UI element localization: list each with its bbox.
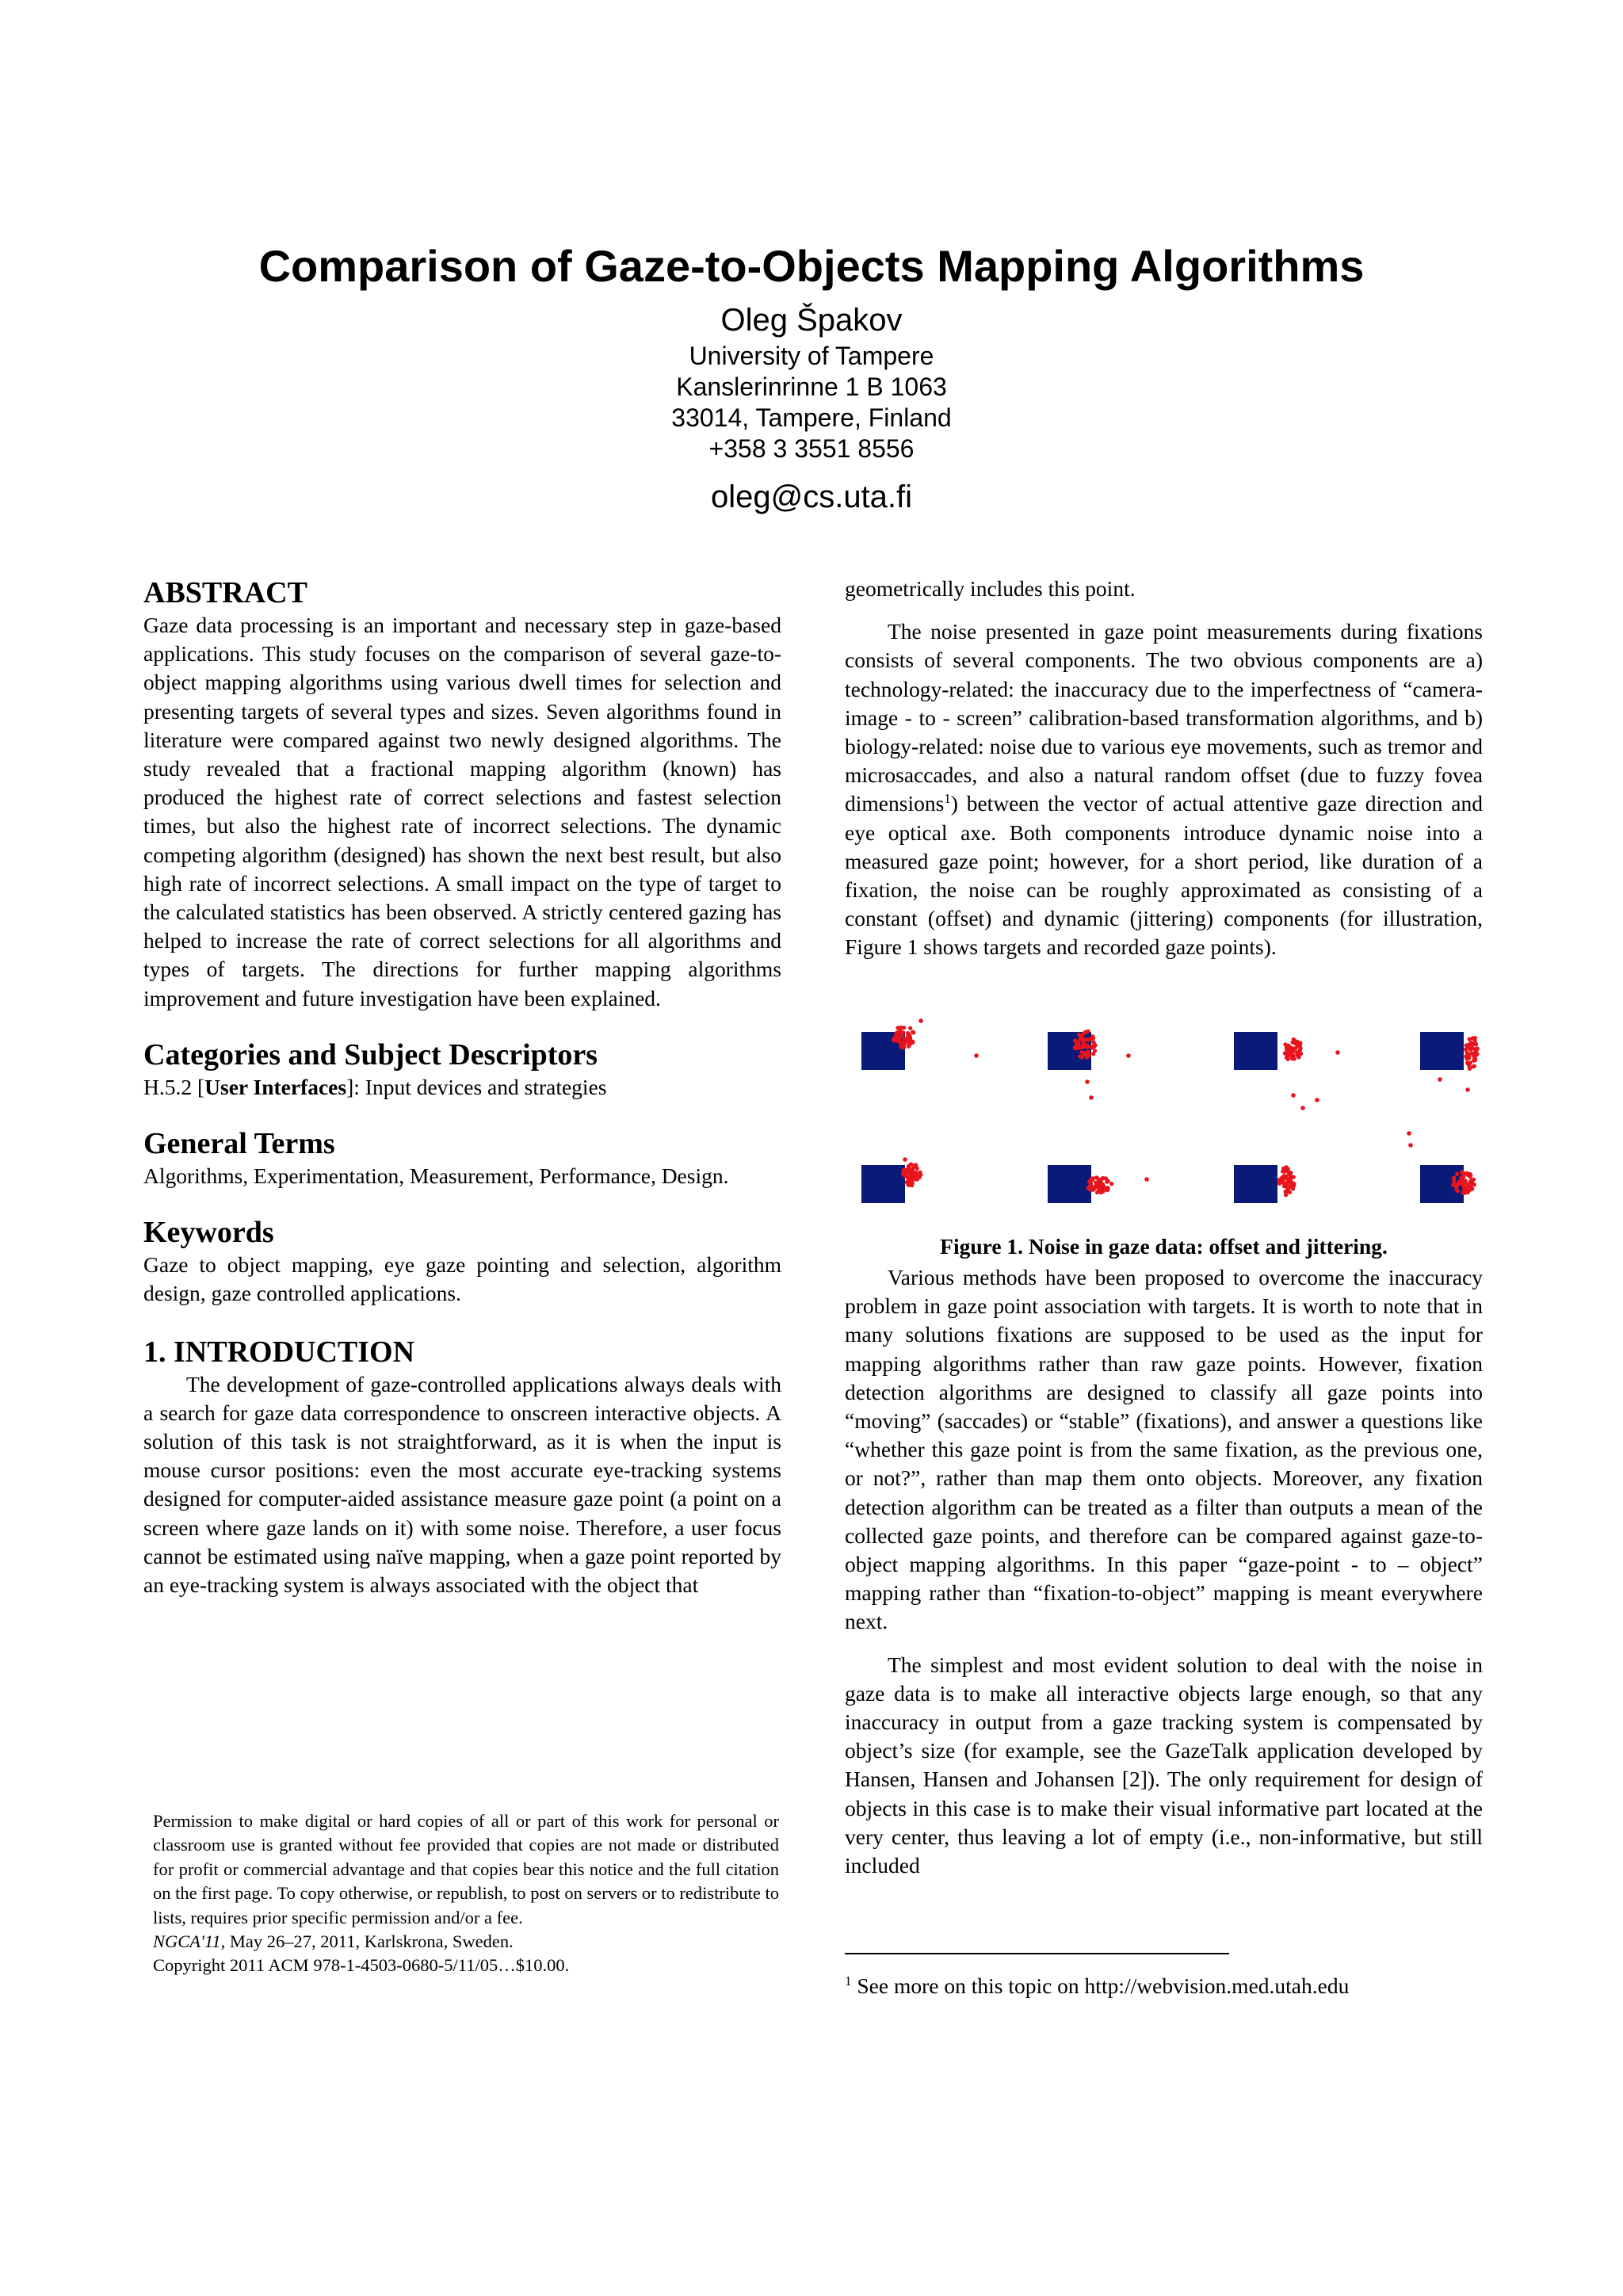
gaze-point xyxy=(1471,1036,1475,1040)
gaze-point xyxy=(1109,1182,1113,1186)
gaze-point xyxy=(1079,1050,1083,1054)
gaze-point xyxy=(1100,1176,1104,1180)
gaze-point xyxy=(1078,1037,1082,1041)
gaze-point xyxy=(1082,1037,1086,1041)
paper-header xyxy=(0,238,1623,518)
gaze-point xyxy=(1073,1038,1077,1042)
gaze-point xyxy=(906,1031,910,1035)
gaze-point xyxy=(1462,1171,1466,1175)
gaze-point xyxy=(1073,1045,1077,1049)
gaze-point xyxy=(1294,1040,1298,1044)
author-email: oleg@cs.uta.fi xyxy=(710,479,913,514)
gaze-point-outlier xyxy=(1407,1131,1411,1136)
permission-text: Permission to make digital or hard copies of all or part of this work for personal or classroom use is granted without fee provided that copies are not made or distributed for profit or commercial advantage and that copies bear this notice and the full citation on the first page. To copy otherwise, or republish, to post on servers or to redistribute to lists, requires prior specific permission and/or a fee. xyxy=(153,1811,779,1927)
permission-block xyxy=(153,1809,779,1978)
general-terms-heading: General Terms xyxy=(143,1127,335,1161)
gaze-point-outlier xyxy=(1085,1079,1090,1084)
gaze-point xyxy=(1086,1037,1090,1041)
gaze-point xyxy=(1467,1062,1471,1066)
gaze-point xyxy=(918,1171,922,1175)
gaze-point-outlier xyxy=(1126,1053,1131,1058)
permission-venue xyxy=(153,1930,779,1954)
footnote xyxy=(845,1972,1483,2000)
gaze-point xyxy=(1291,1186,1295,1190)
gaze-point xyxy=(1285,1044,1289,1048)
gaze-point-outlier xyxy=(1089,1095,1094,1100)
gaze-point xyxy=(1463,1182,1467,1186)
figure-1-image xyxy=(850,1007,1480,1221)
simplest-paragraph: The simplest and most evident solution to deal with the noise in gaze data is to make all interactive objects large enough, so that any inaccuracy in output from a gaze tracking system is compensated by object’s size (for example, see the GazeTalk application developed by Hansen, Hansen and Johansen [2]). The only requirement for design of objects in this case is to make their visual informative part located at the very center, thus leaving a lot of empty (i.e., non-informative, but still included xyxy=(845,1652,1483,1878)
gaze-point xyxy=(1089,1182,1093,1186)
gaze-point xyxy=(899,1041,903,1045)
affiliation-line: 33014, Tampere, Finland xyxy=(671,403,952,432)
gaze-point xyxy=(1282,1168,1286,1172)
gaze-point xyxy=(1452,1179,1456,1182)
gaze-point xyxy=(1284,1193,1288,1197)
gaze-point xyxy=(906,1035,910,1039)
categories-rest: ]: Input devices and strategies xyxy=(346,1074,607,1099)
right-column-lower xyxy=(845,1263,1483,1880)
gaze-point xyxy=(1286,1057,1290,1061)
continuation-text: geometrically includes this point. xyxy=(845,576,1136,601)
figure-1-caption: Figure 1. Noise in gaze data: offset and jittering. xyxy=(940,1234,1388,1259)
gaze-point-outlier xyxy=(1144,1177,1149,1182)
gaze-point xyxy=(1298,1048,1302,1052)
categories-heading: Categories and Subject Descriptors xyxy=(143,1037,598,1072)
gaze-point xyxy=(907,1164,911,1168)
gaze-point xyxy=(908,1026,912,1030)
gaze-point xyxy=(1456,1189,1460,1193)
categories-bold: User Interfaces xyxy=(204,1074,347,1099)
left-column xyxy=(143,575,781,1599)
gaze-point xyxy=(907,1175,911,1179)
gaze-point xyxy=(1090,1034,1094,1038)
gaze-point xyxy=(1281,1178,1285,1182)
gaze-point xyxy=(1451,1183,1455,1187)
gaze-point xyxy=(1455,1172,1459,1176)
gaze-point xyxy=(1090,1045,1094,1049)
gaze-point xyxy=(903,1174,907,1178)
gaze-point-outlier xyxy=(1300,1106,1305,1110)
categories-code: H.5.2 [ xyxy=(143,1074,205,1099)
introduction-text: The development of gaze-controlled applications always deals with a search for gaze data correspondence to onscreen interactive objects. A solution of this task is not straightforward, as it is when the input is mouse cursor positions: even the most accurate eye-tracking systems designed for computer-aided assistance measure gaze point (a point on a screen where gaze lands on it) with some noise. Therefore, a user focus cannot be estimated using naïve mapping, when a gaze point reported by an eye-tracking system is always associated with the object that xyxy=(143,1371,781,1598)
gaze-point xyxy=(911,1030,915,1034)
copyright-line: Copyright 2011 ACM 978-1-4503-0680-5/11/05…$10.00. xyxy=(153,1955,570,1976)
gaze-point xyxy=(1098,1181,1102,1185)
gaze-point xyxy=(900,1045,904,1049)
gaze-point xyxy=(1462,1190,1466,1194)
gaze-point xyxy=(1289,1045,1293,1049)
gaze-point-outlier xyxy=(1315,1098,1319,1102)
gaze-target xyxy=(1234,1165,1277,1203)
gaze-point xyxy=(1292,1056,1296,1060)
paper-title: Comparison of Gaze-to-Objects Mapping Algorithms xyxy=(258,241,1365,291)
gaze-point xyxy=(899,1034,903,1038)
gaze-point-outlier xyxy=(1408,1143,1413,1148)
gaze-point xyxy=(1289,1175,1293,1179)
gaze-point xyxy=(1076,1042,1080,1046)
gaze-point xyxy=(895,1030,899,1034)
gaze-point xyxy=(896,1026,899,1030)
gaze-point xyxy=(1099,1190,1103,1194)
general-terms-text: Algorithms, Experimentation, Measurement, Performance, Design. xyxy=(143,1163,729,1189)
categories-text xyxy=(143,1073,781,1102)
figure-1 xyxy=(850,1007,1480,1221)
gaze-point xyxy=(892,1037,896,1041)
abstract-heading: ABSTRACT xyxy=(143,576,307,609)
introduction-heading: 1. INTRODUCTION xyxy=(143,1335,415,1369)
footnote-divider xyxy=(845,1953,1229,1954)
gaze-point xyxy=(1472,1047,1476,1051)
gaze-target xyxy=(1420,1032,1464,1070)
footnote-number: 1 xyxy=(845,1973,852,1988)
footnote-marker: 1 xyxy=(944,791,951,807)
gaze-point xyxy=(1465,1056,1468,1060)
gaze-point xyxy=(1461,1175,1465,1179)
gaze-point xyxy=(1080,1056,1084,1060)
gaze-point xyxy=(1296,1044,1300,1048)
gaze-point xyxy=(1472,1064,1476,1068)
gaze-point-outlier xyxy=(1438,1077,1442,1082)
gaze-point xyxy=(1473,1056,1477,1060)
methods-paragraph: Various methods have been proposed to overcome the inaccuracy problem in gaze point association with targets. It is worth to note that in many solutions fixations are supposed to be used as the input for mapping algorithms rather than raw gaze points. However, fixation detection algorithms are designed to classify all gaze points into “moving” (saccades) or “stable” (fixations), and answer a questions like “whether this gaze point is from the same fixation, as the previous one, or not?”, rather than map them onto objects. Moreover, any fixation detection algorithm can be treated as a filter than outputs a mean of the collected gaze points, and therefore can be compared against gaze-to-object mapping algorithms. In this paper “gaze-point - to – object” mapping rather than “fixation-to-object” mapping is meant everywhere next. xyxy=(845,1265,1483,1634)
noise-paragraph xyxy=(845,617,1483,961)
gaze-point xyxy=(1472,1042,1476,1046)
gaze-point-outlier xyxy=(1465,1087,1470,1092)
gaze-point-outlier xyxy=(974,1053,979,1058)
gaze-target xyxy=(1234,1032,1277,1070)
gaze-point xyxy=(1106,1186,1110,1190)
gaze-point xyxy=(908,1041,912,1045)
gaze-point xyxy=(1106,1179,1110,1183)
gaze-point-outlier xyxy=(1291,1093,1296,1098)
gaze-point-outlier xyxy=(918,1018,923,1023)
keywords-text: Gaze to object mapping, eye gaze pointing and selection, algorithm design, gaze controlled applications. xyxy=(143,1252,781,1306)
right-column xyxy=(845,575,1483,962)
venue-name: NGCA'11 xyxy=(153,1931,221,1952)
gaze-point xyxy=(1277,1178,1281,1182)
footnote-text: See more on this topic on http://webvision.med.utah.edu xyxy=(851,1973,1350,1998)
noise-text-a: The noise presented in gaze point measurements during fixations consists of several components. The two obvious components are a) technology-related: the inaccuracy due to the imperfectness of “camera-image - to - screen” calibration-based transformation algorithms, and b) biology-related: noise due to various eye movements, such as tremor and microsaccades, and also a natural random offset (due to fuzzy fovea dimensions xyxy=(845,619,1483,816)
gaze-point-outlier xyxy=(903,1157,907,1162)
gaze-point xyxy=(1089,1177,1093,1181)
gaze-point xyxy=(1286,1186,1290,1190)
venue-details: , May 26–27, 2011, Karlskrona, Sweden. xyxy=(220,1931,514,1952)
gaze-point xyxy=(1476,1052,1480,1056)
gaze-point xyxy=(1091,1052,1095,1056)
gaze-point xyxy=(1470,1178,1474,1182)
gaze-target xyxy=(861,1165,905,1203)
gaze-point xyxy=(915,1177,919,1181)
gaze-point xyxy=(1289,1180,1293,1184)
gaze-point xyxy=(1457,1182,1461,1186)
gaze-point-outlier xyxy=(1335,1050,1340,1055)
keywords-heading: Keywords xyxy=(143,1216,274,1250)
gaze-target xyxy=(1048,1165,1091,1203)
gaze-point xyxy=(908,1168,912,1172)
gaze-point xyxy=(1085,1055,1089,1059)
gaze-point xyxy=(906,1179,910,1183)
gaze-point xyxy=(1094,1184,1098,1188)
gaze-point xyxy=(1465,1045,1469,1049)
gaze-point xyxy=(903,1041,907,1045)
gaze-point xyxy=(1083,1045,1087,1049)
affiliation-line: University of Tampere xyxy=(689,342,934,370)
gaze-point xyxy=(1083,1030,1087,1034)
author-name: Oleg Špakov xyxy=(720,303,903,338)
gaze-point xyxy=(914,1164,918,1168)
gaze-point xyxy=(1466,1189,1470,1193)
affiliation-line: +358 3 3551 8556 xyxy=(708,434,915,463)
gaze-point xyxy=(1472,1182,1476,1186)
gaze-point xyxy=(1086,1186,1090,1190)
abstract-text: Gaze data processing is an important and necessary step in gaze-based applications. This study focuses on the comparison of several gaze-to-object mapping algorithms using various dwell times for selection and presenting targets of several types and sizes. Seven algorithms found in literature were compared against two newly designed algorithms. The study revealed that a fractional mapping algorithm (known) has produced the highest rate of correct selections and fastest selection times, but also the highest rate of incorrect selections. The dynamic competing algorithm (designed) has shown the next best result, but also high rate of incorrect selections. A small impact on the type of target to the calculated statistics has been observed. A strictly centered gazing has helped to increase the rate of correct selections for all algorithms and types of targets. The directions for further mapping algorithms improvement and future investigation have been explained. xyxy=(143,613,781,1010)
affiliation-line: Kanslerinrinne 1 B 1063 xyxy=(676,372,947,401)
gaze-point xyxy=(1100,1186,1104,1190)
noise-text-b: ) between the vector of actual attentive gaze direction and eye optical axe. Both components introduce dynamic noise into a measured gaze point; however, for a short period, like duration of a fixation, the noise can be roughly approximated as consisting of a constant (offset) and dynamic (jittering) components (for illustration, Figure 1 shows targets and recorded gaze points). xyxy=(845,791,1483,960)
gaze-point xyxy=(1095,1190,1099,1194)
gaze-point xyxy=(1091,1040,1095,1044)
